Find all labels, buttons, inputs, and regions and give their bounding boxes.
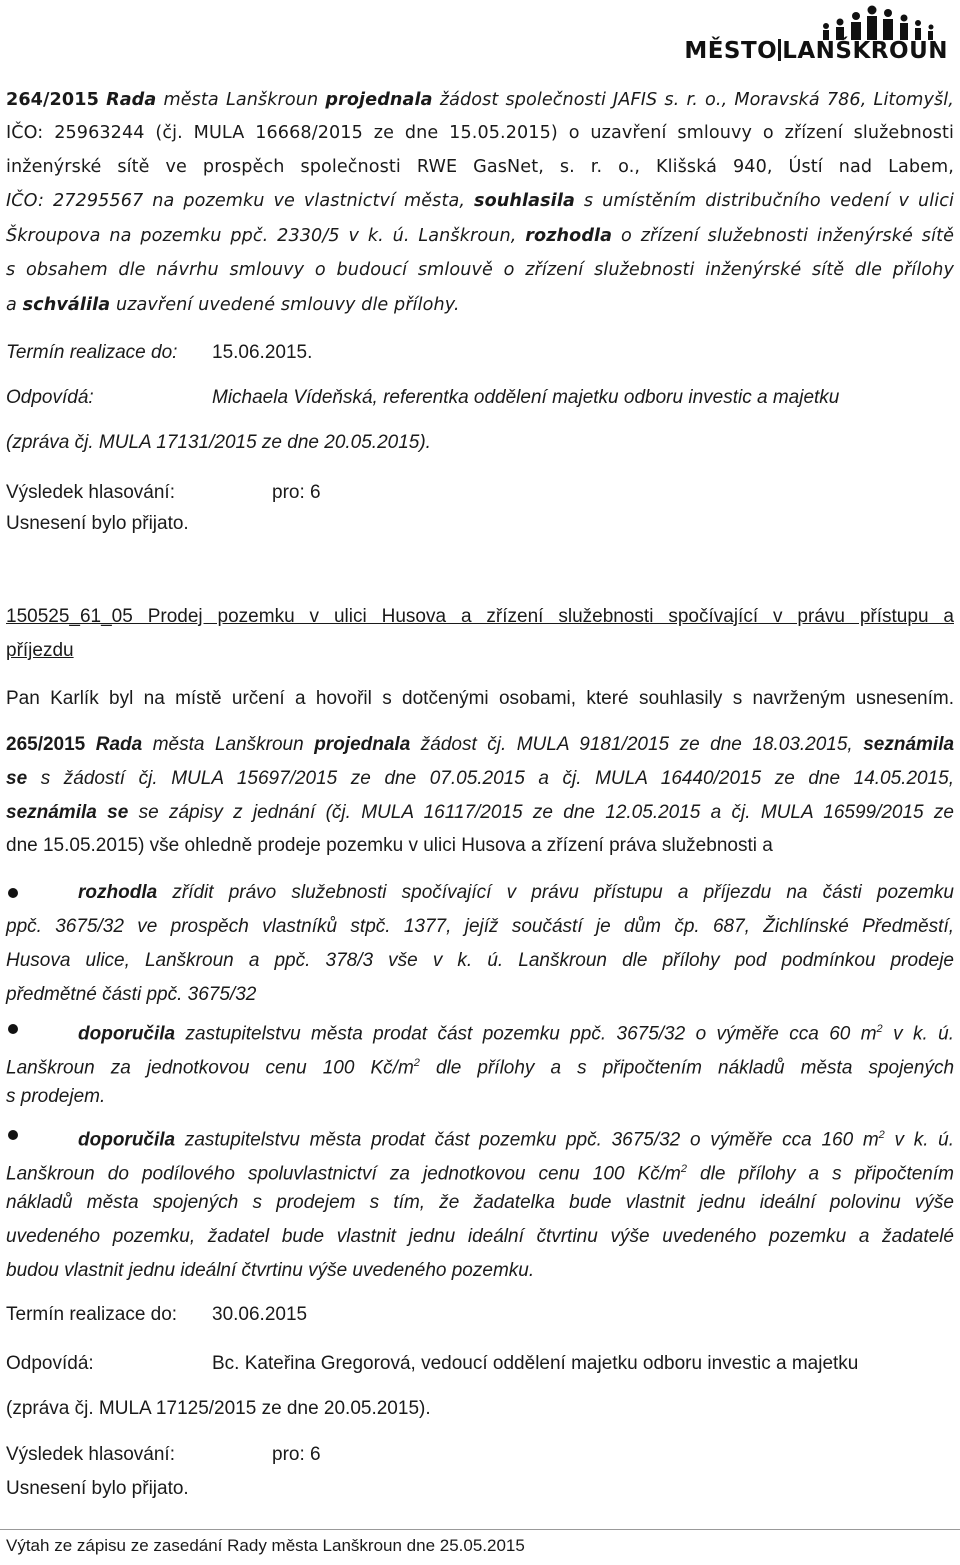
res265-vysledek-value: pro: 6	[272, 1444, 321, 1465]
item-title-line-1: 150525_61_05 Prodej pozemku v ulici Husova a zřízení služebnosti spočívající v právu přístupu a	[6, 606, 954, 627]
res265-odpovida-label: Odpovídá:	[6, 1353, 94, 1374]
logo-figures-icon	[816, 4, 946, 40]
res264-line-2: IČO: 25963244 (čj. MULA 16668/2015 ze dne 15.05.2015) o uzavření smlouvy o zřízení služebnosti	[6, 123, 954, 143]
res265-bullet3-line-5: budou vlastnit jednu ideální čtvrtinu výše uvedeného pozemku.	[6, 1260, 535, 1281]
res265-bullet1-line-4: předmětné části ppč. 3675/32	[6, 984, 257, 1005]
res264-termin-value: 15.06.2015.	[212, 342, 313, 363]
res265-bullet1-line-2: ppč. 3675/32 ve prospěch vlastníků stpč. 1377, jejíž součástí je dům čp. 687, Žichlínské Předměstí,	[6, 916, 954, 937]
res265-bullet3-line-1: doporučila zastupitelstvu města prodat část pozemku ppč. 3675/32 o výměře cca 160 $m^2$ v k. ú.	[78, 1129, 955, 1151]
page-footer	[0, 1529, 960, 1555]
res264-line-5: Škroupova na pozemku ppč. 2330/5 v k. ú. Lanškroun, rozhodla o zřízení služebnosti inženýrské sítě	[6, 226, 954, 246]
res265-line-2: se s žádostí čj. MULA 15697/2015 ze dne 07.05.2015 a čj. MULA 16440/2015 ze dne 14.05.2015,	[6, 768, 955, 789]
res265-bullet1-line-3: Husova ulice, Lanškroun a ppč. 378/3 vše v k. ú. Lanškroun dle přílohy pod podmínkou prodeje	[6, 950, 954, 971]
res264-odpovida-label: Odpovídá:	[6, 387, 94, 408]
res265-vysledek-label: Výsledek hlasování:	[6, 1444, 175, 1465]
res265-termin-label: Termín realizace do:	[6, 1304, 178, 1325]
res264-termin-label: Termín realizace do:	[6, 342, 178, 363]
res265-odpovida-value: Bc. Kateřina Gregorová, vedoucí oddělení majetku odboru investic a majetku	[212, 1353, 859, 1374]
res264-vysledek-label: Výsledek hlasování:	[6, 482, 175, 503]
res264-line-7: a schválila uzavření uvedené smlouvy dle přílohy.	[6, 295, 460, 315]
res264-vysledek-value: pro: 6	[272, 482, 321, 503]
item-intro: Pan Karlík byl na místě určení a hovořil s dotčenými osobami, které souhlasily s navrženým usnesením.	[6, 688, 954, 709]
res265-bullet3-line-3: nákladů města spojených s prodejem s tím, že žadatelka bude vlastnit jednu ideální polovinu výše	[6, 1192, 954, 1213]
res264-line-3: inženýrské sítě ve prospěch společnosti RWE GasNet, s. r. o., Klišská 940, Ústí nad Labem,	[6, 157, 954, 177]
res264-line-4: IČO: 27295567 na pozemku ve vlastnictví města, souhlasila s umístěním distribučního vedení v ulici	[6, 191, 954, 211]
res265-line-3: seznámila se se zápisy z jednání (čj. MULA 16117/2015 ze dne 12.05.2015 a čj. MULA 16599/2015 ze	[6, 802, 955, 823]
res265-bullet2-line-1: doporučila zastupitelstvu města prodat část pozemku ppč. 3675/32 o výměře cca 60 $m^2$ v k. ú.	[78, 1023, 954, 1045]
res265-termin-value: 30.06.2015	[212, 1304, 308, 1325]
bullet-icon	[8, 1130, 18, 1140]
res265-zprava: (zpráva čj. MULA 17125/2015 ze dne 20.05.2015).	[6, 1398, 431, 1419]
res265-bullet2-line-2: Lanškroun za jednotkovou cenu 100 $Kč/m^2$ dle přílohy a s připočtením nákladů města spojených	[6, 1057, 955, 1079]
city-logo	[684, 4, 952, 66]
bullet-icon	[8, 888, 18, 898]
res264-line-6: s obsahem dle návrhu smlouvy o budoucí smlouvě o zřízení služebnosti inženýrské sítě dle přílohy	[6, 260, 954, 280]
bullet-icon	[8, 1024, 18, 1034]
res265-line-4: dne 15.05.2015) vše ohledně prodeje pozemku v ulici Husova a zřízení práva služebnosti a	[6, 835, 773, 856]
logo-text: MĚSTO LANŠKROUN	[684, 38, 948, 64]
res265-bullet3-line-4: uvedeného pozemku, žadatel bude vlastnit jednu ideální čtvrtinu výše uvedeného pozemku a žadatelé	[6, 1226, 954, 1247]
res264-zprava: (zpráva čj. MULA 17131/2015 ze dne 20.05.2015).	[6, 432, 431, 453]
res264-odpovida-value: Michaela Vídeňská, referentka oddělení majetku odboru investic a majetku	[212, 387, 840, 408]
res265-line-1: 265/2015 Rada města Lanškroun projednala žádost čj. MULA 9181/2015 ze dne 18.03.2015, seznámila	[6, 734, 955, 755]
res265-bullet3-line-2: Lanškroun do podílového spoluvlastnictví za jednotkovou cenu 100 $Kč/m^2$ dle přílohy a s připočtením	[6, 1163, 954, 1185]
res265-bullet2-line-3: s prodejem.	[6, 1086, 106, 1107]
res264-usneseni: Usnesení bylo přijato.	[6, 513, 189, 534]
item-title-line-2: příjezdu	[6, 640, 74, 661]
res265-bullet1-line-1: rozhodla zřídit právo služebnosti spočívající v právu přístupu a příjezdu na části pozemku	[78, 882, 955, 903]
res265-usneseni: Usnesení bylo přijato.	[6, 1478, 189, 1499]
res264-line-1: 264/2015 Rada města Lanškroun projednala žádost společnosti JAFIS s. r. o., Moravská 786, Litomyšl,	[6, 90, 954, 110]
footer-text: Výtah ze zápisu ze zasedání Rady města Lanškroun dne 25.05.2015	[6, 1536, 525, 1555]
